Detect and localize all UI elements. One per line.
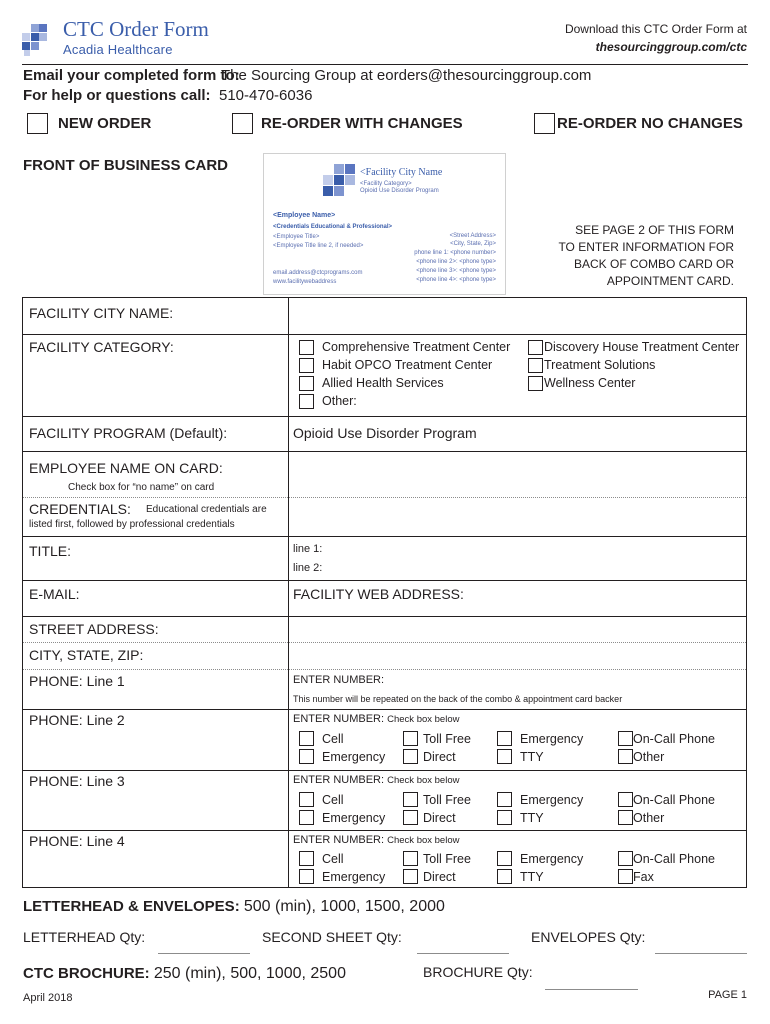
page-number: PAGE 1 — [708, 989, 747, 1001]
card-logo-icon — [322, 164, 358, 198]
phone-type-option: Cell — [322, 852, 344, 866]
web-address-label: FACILITY WEB ADDRESS: — [293, 586, 464, 602]
enter-number-label: ENTER NUMBER: — [293, 674, 385, 686]
card-street: <Street Address> — [449, 233, 496, 239]
card-web: www.facilitywebaddress — [273, 279, 337, 285]
phone-type-option: On-Call Phone — [633, 793, 715, 807]
business-card-preview — [263, 153, 506, 295]
reorder-no-changes-checkbox[interactable] — [534, 113, 555, 134]
front-of-card-heading: FRONT OF BUSINESS CARD — [23, 157, 229, 174]
envelopes-qty-field[interactable] — [655, 953, 747, 954]
facility-program-value: Opioid Use Disorder Program — [293, 425, 477, 441]
help-phone: 510-470-6036 — [219, 87, 313, 104]
phone-type-option: Emergency — [322, 750, 386, 764]
brochure-heading: CTC BROCHURE: 250 (min), 500, 1000, 2500 — [23, 965, 346, 982]
column-divider — [288, 298, 289, 887]
facility-category-label: FACILITY CATEGORY: — [29, 339, 174, 355]
category-checkbox-treatment-solutions[interactable] — [528, 358, 543, 373]
row-divider — [23, 770, 746, 771]
facility-city-field[interactable] — [289, 298, 746, 334]
letterhead-heading: LETTERHEAD & ENVELOPES: 500 (min), 1000, 1500, 2000 — [23, 898, 445, 915]
category-checkbox-habit[interactable] — [299, 358, 314, 373]
title-label: TITLE: — [29, 543, 72, 559]
row-divider — [23, 536, 746, 537]
row-divider — [23, 334, 746, 335]
card-email: email.address@ctcprograms.com — [273, 270, 363, 276]
phone4-direct-checkbox[interactable] — [403, 869, 418, 884]
phone-type-option: Direct — [423, 750, 456, 764]
card-credentials: <Credentials Educational & Professional> — [273, 224, 393, 230]
phone-type-option: On-Call Phone — [633, 732, 715, 746]
phone-line3-label: PHONE: Line 3 — [29, 773, 125, 789]
title-line2-label: line 2: — [293, 562, 323, 574]
street-address-label: STREET ADDRESS: — [29, 621, 159, 637]
phone2-emergency2-checkbox[interactable] — [497, 731, 512, 746]
card-phone3: <phone line 3>: <phone type> — [416, 268, 496, 274]
phone-type-option: TTY — [520, 811, 544, 825]
row-divider — [23, 709, 746, 710]
card-category: <Facility Category> — [360, 181, 412, 187]
phone4-tollfree-checkbox[interactable] — [403, 851, 418, 866]
category-option: Other: — [322, 394, 357, 408]
phone2-cell-checkbox[interactable] — [299, 731, 314, 746]
phone-type-option: Toll Free — [423, 793, 471, 807]
category-option: Allied Health Services — [322, 376, 444, 390]
email-field-label: E-MAIL: — [29, 586, 80, 602]
card-phone2: <phone line 2>: <phone type> — [416, 259, 496, 265]
credentials-note: Educational credentials are — [146, 504, 267, 515]
city-state-zip-label: CITY, STATE, ZIP: — [29, 647, 144, 663]
brochure-qty-label: BROCHURE Qty: — [423, 964, 533, 980]
phone-type-option: Emergency — [322, 870, 386, 884]
phone4-cell-checkbox[interactable] — [299, 851, 314, 866]
phone-line1-label: PHONE: Line 1 — [29, 673, 125, 689]
enter-number-label: ENTER NUMBER: Check box below — [293, 834, 460, 846]
download-text: Download this CTC Order Form at — [564, 22, 747, 36]
phone-type-option: Toll Free — [423, 852, 471, 866]
header-divider — [22, 64, 748, 65]
phone4-emergency-checkbox[interactable] — [299, 869, 314, 884]
phone3-oncall-checkbox[interactable] — [618, 792, 633, 807]
phone3-direct-checkbox[interactable] — [403, 810, 418, 825]
email-label: Email your completed form to: — [23, 67, 240, 84]
card-program: Opioid Use Disorder Program — [360, 188, 439, 194]
phone-line4-label: PHONE: Line 4 — [29, 833, 125, 849]
email-value: The Sourcing Group at eorders@thesourcinggroup.com — [221, 67, 592, 84]
order-form-table — [22, 297, 747, 888]
card-facility: <Facility City Name — [360, 167, 443, 178]
category-checkbox-allied[interactable] — [299, 376, 314, 391]
phone2-direct-checkbox[interactable] — [403, 749, 418, 764]
brochure-qty-field[interactable] — [545, 989, 638, 990]
see-page-2-note: SEE PAGE 2 OF THIS FORM TO ENTER INFORMATION FOR BACK OF COMBO CARD OR APPOINTMENT CARD. — [558, 223, 734, 288]
category-option: Discovery House Treatment Center — [544, 340, 740, 354]
phone2-tollfree-checkbox[interactable] — [403, 731, 418, 746]
phone-type-option: Other — [633, 750, 665, 764]
phone4-fax-checkbox[interactable] — [618, 869, 633, 884]
category-option: Habit OPCO Treatment Center — [322, 358, 493, 372]
category-checkbox-wellness[interactable] — [528, 376, 543, 391]
category-option: Treatment Solutions — [544, 358, 656, 372]
enter-number-label: ENTER NUMBER: Check box below — [293, 774, 460, 786]
envelopes-qty-label: ENVELOPES Qty: — [531, 929, 646, 945]
card-city: <City, State, Zip> — [450, 241, 496, 247]
credentials-note: listed first, followed by professional credentials — [29, 519, 235, 530]
phone-type-option: Direct — [423, 870, 456, 884]
phone-type-option: Cell — [322, 793, 344, 807]
category-checkbox-discovery[interactable] — [528, 340, 543, 355]
phone-type-option: Emergency — [520, 732, 584, 746]
letterhead-qty-field[interactable] — [158, 953, 250, 954]
phone-type-option: Toll Free — [423, 732, 471, 746]
card-phone1: phone line 1: <phone number> — [414, 250, 496, 256]
row-divider — [23, 669, 746, 670]
second-sheet-qty-label: SECOND SHEET Qty: — [262, 929, 402, 945]
phone-type-option: Emergency — [520, 852, 584, 866]
row-divider — [23, 616, 746, 617]
row-divider — [23, 830, 746, 831]
employee-name-label: EMPLOYEE NAME ON CARD: — [29, 460, 223, 476]
category-option: Comprehensive Treatment Center — [322, 340, 511, 354]
acadia-logo-icon — [22, 24, 48, 56]
row-divider — [23, 642, 746, 643]
form-subtitle: Acadia Healthcare — [63, 42, 173, 57]
facility-program-label: FACILITY PROGRAM (Default): — [29, 425, 228, 441]
new-order-label: NEW ORDER — [58, 115, 152, 132]
phone2-oncall-checkbox[interactable] — [618, 731, 633, 746]
reorder-changes-label: RE-ORDER WITH CHANGES — [261, 115, 463, 132]
card-title1: <Employee Title> — [273, 234, 320, 240]
credentials-label: CREDENTIALS: — [29, 501, 131, 517]
phone2-tty-checkbox[interactable] — [497, 749, 512, 764]
phone3-other-checkbox[interactable] — [618, 810, 633, 825]
category-checkbox-ctc[interactable] — [299, 340, 314, 355]
row-divider — [23, 416, 746, 417]
phone-type-option: TTY — [520, 750, 544, 764]
letterhead-qty-label: LETTERHEAD Qty: — [23, 929, 146, 945]
form-title: CTC Order Form — [63, 17, 209, 41]
employee-name-field[interactable] — [289, 451, 746, 497]
phone-type-option: Direct — [423, 811, 456, 825]
category-option: Wellness Center — [544, 376, 636, 390]
phone-type-option: Other — [633, 811, 665, 825]
phone1-note: This number will be repeated on the back of the combo & appointment card backer — [293, 694, 623, 704]
reorder-no-changes-label: RE-ORDER NO CHANGES — [557, 115, 743, 132]
phone4-tty-checkbox[interactable] — [497, 869, 512, 884]
phone3-cell-checkbox[interactable] — [299, 792, 314, 807]
phone4-emergency2-checkbox[interactable] — [497, 851, 512, 866]
new-order-checkbox[interactable] — [27, 113, 48, 134]
card-employee: <Employee Name> — [273, 212, 336, 219]
help-label: For help or questions call: — [23, 87, 211, 104]
form-date: April 2018 — [23, 992, 73, 1004]
phone-line2-label: PHONE: Line 2 — [29, 712, 125, 728]
title-line1-label: line 1: — [293, 543, 323, 555]
facility-city-label: FACILITY CITY NAME: — [29, 305, 174, 321]
phone2-emergency-checkbox[interactable] — [299, 749, 314, 764]
phone3-tollfree-checkbox[interactable] — [403, 792, 418, 807]
phone3-tty-checkbox[interactable] — [497, 810, 512, 825]
phone-type-option: On-Call Phone — [633, 852, 715, 866]
download-link[interactable]: thesourcinggroup.com/ctc — [595, 40, 747, 54]
reorder-changes-checkbox[interactable] — [232, 113, 253, 134]
card-phone4: <phone line 4>: <phone type> — [416, 277, 496, 283]
category-checkbox-other[interactable] — [299, 394, 314, 409]
phone2-other-checkbox[interactable] — [618, 749, 633, 764]
card-title2: <Employee Title line 2, if needed> — [273, 243, 364, 249]
enter-number-label: ENTER NUMBER: Check box below — [293, 713, 460, 725]
phone-type-option: Cell — [322, 732, 344, 746]
second-sheet-qty-field[interactable] — [417, 953, 509, 954]
phone3-emergency2-checkbox[interactable] — [497, 792, 512, 807]
phone-type-option: Emergency — [520, 793, 584, 807]
no-name-note: Check box for “no name” on card — [68, 482, 215, 493]
credentials-field[interactable] — [289, 497, 746, 536]
phone-type-option: TTY — [520, 870, 544, 884]
phone-type-option: Fax — [633, 870, 654, 884]
row-divider — [23, 580, 746, 581]
phone4-oncall-checkbox[interactable] — [618, 851, 633, 866]
phone3-emergency-checkbox[interactable] — [299, 810, 314, 825]
phone-type-option: Emergency — [322, 811, 386, 825]
